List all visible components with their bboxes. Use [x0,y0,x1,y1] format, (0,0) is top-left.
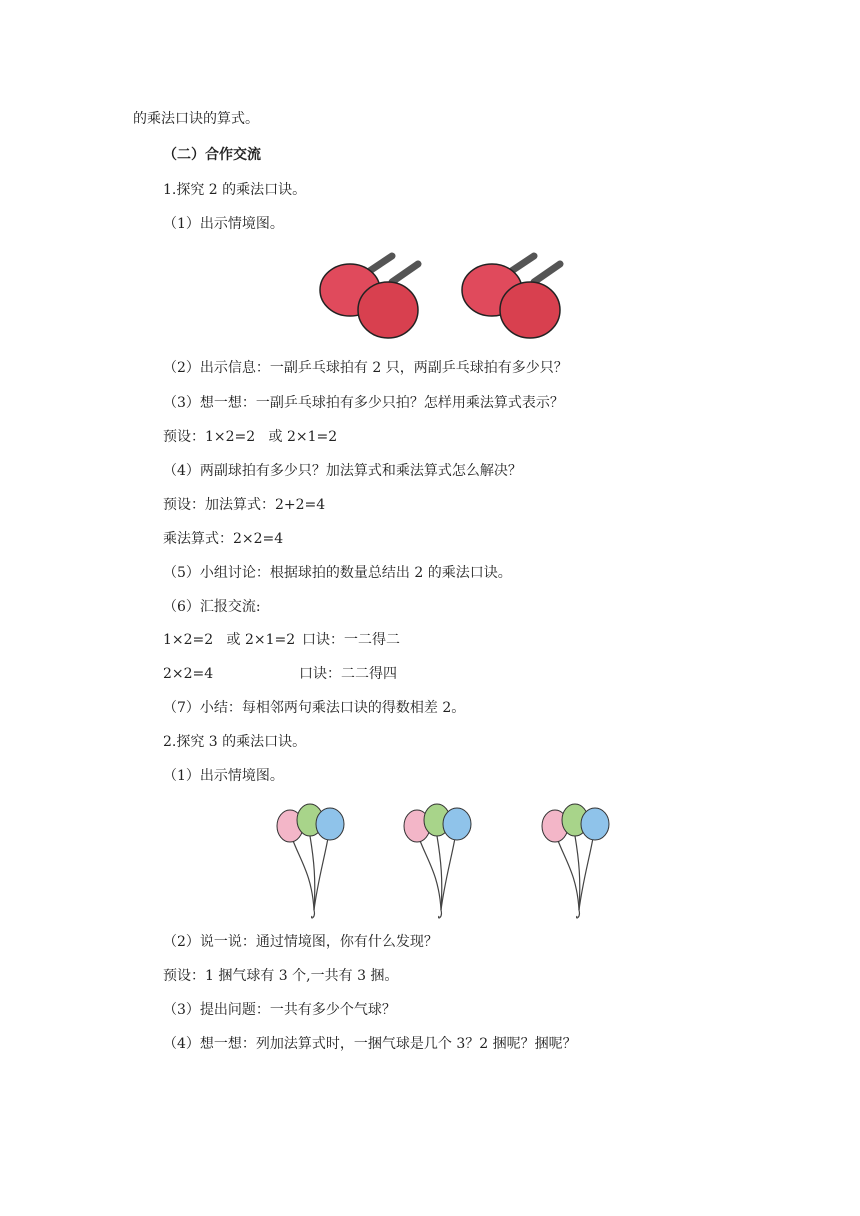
text-line: 口诀：二二得四 [299,666,397,682]
text-line: 预设：加法算式：2+2=4 [163,497,326,513]
paddle-pair [462,256,560,338]
subheading: 2.探究 3 的乘法口诀。 [163,734,307,750]
text-line: （1）出示情境图。 [163,216,284,232]
subheading: 1.探究 2 的乘法口诀。 [163,182,307,198]
text-line: 乘法算式：2×2=4 [163,531,284,547]
text-line: 1×2=2 或 2×1=2 [163,632,296,648]
ping-pong-paddles-image [310,250,570,340]
text-line: （2）说一说：通过情境图，你有什么发现？ [163,934,438,950]
text-line: （6）汇报交流: [163,599,261,615]
balloon-bunch [542,804,609,918]
text-line: （3）提出问题：一共有多少个气球？ [163,1002,396,1018]
text-line: 预设：1×2=2 或 2×1=2 [163,429,338,445]
text-line: （3）想一想：一副乒乓球拍有多少只拍？怎样用乘法算式表示？ [163,395,564,411]
text-line: 2×2=4 [163,666,214,682]
text-line: （5）小组讨论：根据球拍的数量总结出 2 的乘法口诀。 [163,565,512,581]
balloons-image [270,800,620,925]
paddle-pair [320,256,418,338]
text-line: （1）出示情境图。 [163,768,284,784]
balloon-bunch [404,804,471,918]
text-line: 的乘法口诀的算式。 [133,111,259,127]
balloon-bunch [277,804,344,918]
text-line: （2）出示信息：一副乒乓球拍有 2 只，两副乒乓球拍有多少只？ [163,360,568,376]
section-heading: （二）合作交流 [163,147,261,163]
text-line: （4）两副球拍有多少只？加法算式和乘法算式怎么解决？ [163,463,522,479]
text-line: （7）小结：每相邻两句乘法口诀的得数相差 2。 [163,700,466,716]
text-line: 预设：1 捆气球有 3 个,一共有 3 捆。 [163,968,399,984]
text-line: 口诀：一二得二 [302,632,400,648]
text-line: （4）想一想：列加法算式时，一捆气球是几个 3？2 捆呢？捆呢？ [163,1036,577,1052]
